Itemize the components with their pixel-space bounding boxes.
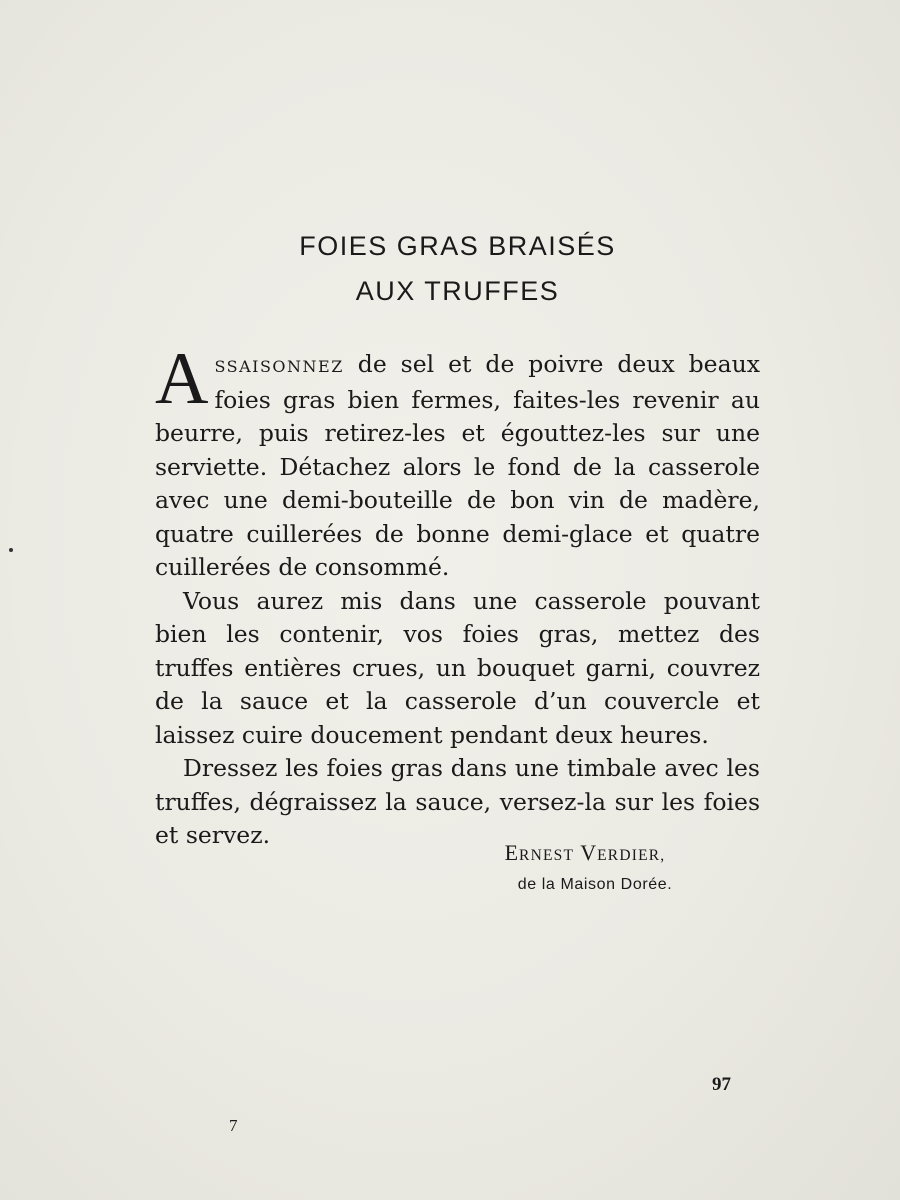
recipe-paragraph-3: Dressez les foies gras dans une timbale avec les truffes, dégraissez la sauce, versez-la sur les foies et servez.	[155, 754, 760, 849]
author-first-rest: RNEST	[519, 847, 575, 864]
author-affiliation: de la Maison Dorée.	[517, 876, 673, 893]
recipe-title-line-1: FOIES GRAS BRAISÉS	[299, 231, 616, 261]
printer-signature-mark: 7	[229, 1116, 238, 1135]
author-signature	[470, 840, 700, 866]
recipe-paragraph-1	[155, 338, 760, 585]
lead-in-smallcaps: SSAISONNEZ	[214, 357, 344, 376]
paragraph-1-text: de sel et de poivre deux beaux foies gras bien fermes, faites-les revenir au beurre, puis retirez-les et égouttez-les sur une serviette. Détachez alors le fond de la casserole avec une demi-bouteille de bon vin de madère, quatre cuillerées de bonne demi-glace et quatre cuillerées de consommé.	[155, 350, 760, 581]
recipe-body	[155, 338, 760, 853]
page-number: 97	[712, 1074, 731, 1095]
author-last-rest: ERDIER,	[597, 847, 666, 864]
drop-cap: A	[155, 338, 209, 420]
recipe-paragraph-2: Vous aurez mis dans une casserole pouvant bien les contenir, vos foies gras, mettez des truffes entières crues, un bouquet garni, couvrez de la sauce et la casserole d’un couvercle et laissez cuire doucement pendant deux heures.	[155, 586, 760, 749]
recipe-title-line-2: AUX TRUFFES	[355, 276, 560, 306]
author-last-initial: V	[580, 840, 598, 865]
author-first-initial: E	[504, 840, 520, 865]
paper-speck	[9, 548, 13, 552]
